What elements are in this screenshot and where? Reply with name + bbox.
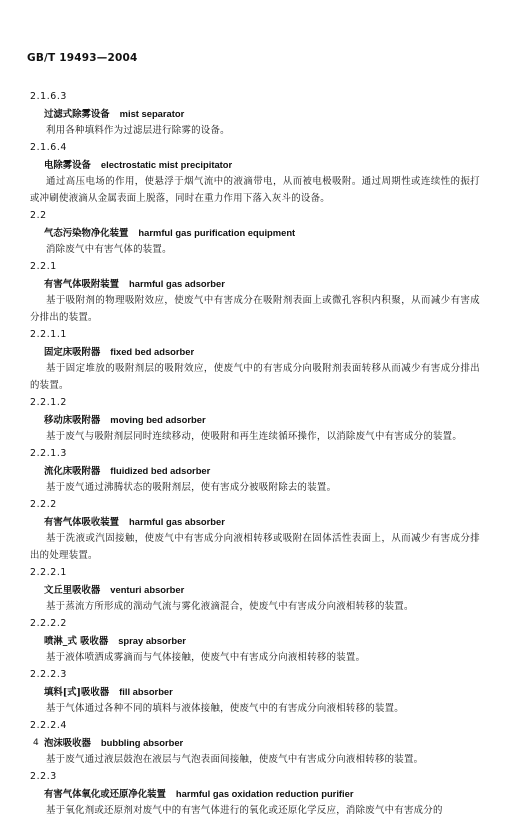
term-definition: 基于固定堆放的吸附剂层的吸附效应，使废气中的有害成分向吸附剂表面转移从而减少有害成分排出的装置。 bbox=[30, 363, 480, 391]
term-zh: 泡沫吸收器 bbox=[44, 738, 91, 749]
term-definition: 通过高压电场的作用，使悬浮于烟气流中的液滴带电，从而被电极吸附。通过周期性或连续性的振打或冲刷使液滴从金属表面上脱落，同时在重力作用下落入灰斗的设备。 bbox=[30, 176, 480, 204]
term-entry bbox=[30, 496, 480, 564]
term-zh: 固定床吸附器 bbox=[44, 347, 101, 358]
term-definition: 基于氧化剂或还原剂对废气中的有害气体进行的氧化或还原化学反应，消除废气中有害成分的 bbox=[46, 805, 443, 816]
term-zh: 喷淋_式 吸收器 bbox=[44, 636, 109, 647]
page-number: 4 bbox=[33, 738, 39, 748]
clause-number: 2.2.1.2 bbox=[30, 397, 67, 408]
term-entry bbox=[30, 88, 480, 139]
term-heading bbox=[30, 156, 480, 173]
clause-number: 2.2 bbox=[30, 210, 47, 221]
term-heading bbox=[30, 632, 480, 649]
term-entry bbox=[30, 326, 480, 394]
term-en: bubbling absorber bbox=[100, 737, 184, 748]
term-en: fixed bed adsorber bbox=[110, 346, 195, 357]
term-en: mist separator bbox=[119, 108, 185, 119]
term-entry bbox=[30, 139, 480, 207]
term-en: electrostatic mist precipitator bbox=[100, 159, 233, 170]
term-entry bbox=[30, 258, 480, 326]
term-entry bbox=[30, 207, 480, 258]
clause-number: 2.2.2.3 bbox=[30, 669, 67, 680]
term-entry bbox=[30, 394, 480, 445]
term-definition: 基于废气通过液层鼓泡在液层与气泡表面间接触，使废气中有害成分向液相转移的装置。 bbox=[46, 754, 424, 765]
term-heading bbox=[30, 411, 480, 428]
term-en: harmful gas oxidation reduction purifier bbox=[175, 788, 354, 799]
term-heading bbox=[30, 734, 480, 751]
term-definition: 基于气体通过各种不同的填料与液体接触，使废气中的有害成分向液相转移的装置。 bbox=[46, 703, 404, 714]
clause-number: 2.2.2.4 bbox=[30, 720, 67, 731]
term-heading bbox=[30, 683, 480, 700]
clause-number: 2.2.2.1 bbox=[30, 567, 67, 578]
clause-number: 2.2.2.2 bbox=[30, 618, 67, 629]
term-definition: 基于蒸流方所形成的湍动气流与雾化液滴混合，使废气中有害成分向液相转移的装置。 bbox=[46, 601, 414, 612]
clause-number: 2.2.1.1 bbox=[30, 329, 67, 340]
term-zh: 文丘里吸收器 bbox=[44, 585, 101, 596]
term-en: harmful gas purification equipment bbox=[138, 227, 296, 238]
clause-number: 2.2.1.3 bbox=[30, 448, 67, 459]
term-definition: 基于洗液或汽固接触，使废气中有害成分向液相转移或吸附在固体活性表面上，从而减少有害成分排出的处理装置。 bbox=[30, 533, 480, 561]
term-entry bbox=[30, 564, 480, 615]
term-zh: 流化床吸附器 bbox=[44, 466, 101, 477]
term-heading bbox=[30, 462, 480, 479]
term-definition: 基于废气与吸附剂层同时连续移动，使吸附和再生连续循环操作，以消除废气中有害成分的装置。 bbox=[46, 431, 463, 442]
term-definition: 基于液体喷洒成雾滴而与气体接触，使废气中有害成分向液相转移的装置。 bbox=[46, 652, 366, 663]
clause-number: 2.1.6.4 bbox=[30, 142, 67, 153]
term-en: fill absorber bbox=[119, 686, 173, 697]
term-en: moving bed adsorber bbox=[110, 414, 206, 425]
term-zh: 有害气体氧化或还原净化装置 bbox=[44, 789, 166, 800]
term-heading bbox=[30, 275, 480, 292]
term-zh: 移动床吸附器 bbox=[44, 415, 101, 426]
term-entry bbox=[30, 666, 480, 717]
term-en: spray absorber bbox=[118, 635, 186, 646]
clause-number: 2.2.1 bbox=[30, 261, 57, 272]
clause-number: 2.2.3 bbox=[30, 771, 57, 782]
term-en: harmful gas adsorber bbox=[129, 278, 225, 289]
term-zh: 有害气体吸收装置 bbox=[44, 517, 120, 528]
term-entry bbox=[30, 445, 480, 496]
term-zh: 过滤式除雾设备 bbox=[44, 109, 110, 120]
term-en: harmful gas absorber bbox=[129, 516, 225, 527]
term-definition: 消除废气中有害气体的装置。 bbox=[46, 244, 172, 255]
term-heading bbox=[30, 785, 480, 802]
standard-code: GB/T 19493—2004 bbox=[27, 52, 138, 64]
term-heading bbox=[30, 224, 480, 241]
term-zh: 气态污染物净化装置 bbox=[44, 228, 129, 239]
term-heading bbox=[30, 105, 480, 122]
term-heading bbox=[30, 581, 480, 598]
term-entry bbox=[30, 615, 480, 666]
clause-number: 2.1.6.3 bbox=[30, 91, 67, 102]
term-definition: 利用各种填料作为过滤层进行除雾的设备。 bbox=[46, 125, 230, 136]
term-definition: 基于废气通过沸腾状态的吸附剂层，使有害成分被吸附除去的装置。 bbox=[46, 482, 337, 493]
term-zh: 电除雾设备 bbox=[44, 160, 91, 171]
term-zh: 填料[式]吸收器 bbox=[44, 687, 110, 698]
clause-number: 2.2.2 bbox=[30, 499, 57, 510]
term-heading bbox=[30, 513, 480, 530]
term-entry bbox=[30, 768, 480, 819]
term-definition: 基于吸附剂的物理吸附效应，使废气中有害成分在吸附剂表面上或微孔容积内积聚，从而减少有害成分排出的装置。 bbox=[30, 295, 480, 323]
term-zh: 有害气体吸附装置 bbox=[44, 279, 120, 290]
term-en: venturi absorber bbox=[110, 584, 185, 595]
term-heading bbox=[30, 343, 480, 360]
term-list bbox=[30, 88, 480, 819]
term-entry bbox=[30, 717, 480, 768]
term-en: fluidized bed adsorber bbox=[110, 465, 211, 476]
